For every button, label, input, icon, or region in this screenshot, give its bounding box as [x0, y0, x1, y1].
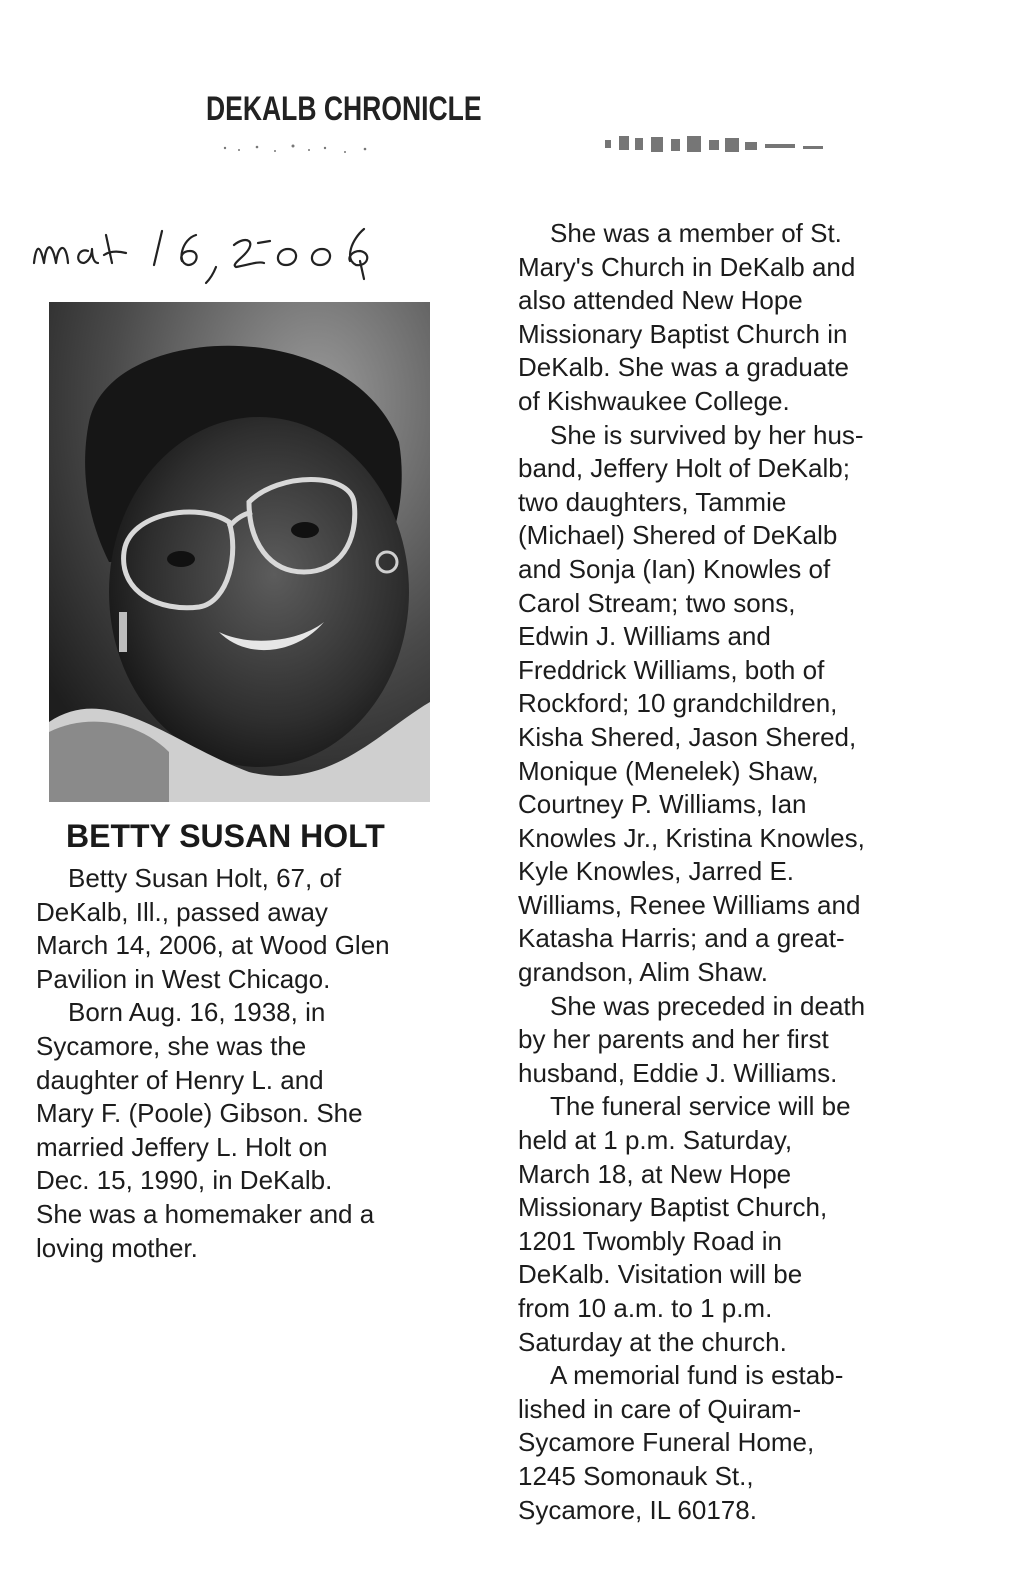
- text-line: Rockford; 10 grandchildren,: [518, 688, 838, 719]
- text-line: also attended New Hope: [518, 285, 803, 316]
- text-line: Carol Stream; two sons,: [518, 587, 796, 618]
- text-line: A memorial fund is estab-: [550, 1360, 844, 1391]
- print-smudge: [575, 128, 865, 168]
- text-line: Kisha Shered, Jason Shered,: [518, 721, 857, 752]
- obituary-right-column: [518, 217, 938, 1527]
- text-line: husband, Eddie J. Williams.: [518, 1057, 838, 1088]
- portrait-photo: [49, 302, 430, 802]
- text-line: 1201 Twombly Road in: [518, 1225, 783, 1256]
- text-line: The funeral service will be: [550, 1091, 851, 1122]
- newspaper-masthead: DEKALB CHRONICLE: [206, 90, 482, 128]
- text-line: Courtney P. Williams, Ian: [518, 789, 807, 820]
- obituary-left-column: [36, 862, 436, 1265]
- text-line: band, Jeffery Holt of DeKalb;: [518, 453, 850, 484]
- text-line: Mary's Church in DeKalb and: [518, 251, 856, 282]
- text-line: March 18, at New Hope: [518, 1158, 792, 1189]
- portrait-image: [49, 302, 430, 802]
- text-line: DeKalb. Visitation will be: [518, 1259, 803, 1290]
- text-line: grandson, Alim Shaw.: [518, 957, 769, 988]
- obituary-name-heading: BETTY SUSAN HOLT: [66, 818, 385, 854]
- text-line: Sycamore, IL 60178.: [518, 1494, 757, 1525]
- text-line: Saturday at the church.: [518, 1326, 787, 1357]
- text-line: Born Aug. 16, 1938, in: [68, 997, 326, 1028]
- text-line: She was a member of St.: [550, 218, 842, 248]
- text-line: DeKalb, Ill., passed away: [36, 896, 328, 927]
- text-line: Williams, Renee Williams and: [518, 889, 861, 920]
- text-line: of Kishwaukee College.: [518, 385, 790, 416]
- text-line: Missionary Baptist Church in: [518, 318, 848, 349]
- text-line: lished in care of Quiram-: [518, 1393, 802, 1424]
- text-line: and Sonja (Ian) Knowles of: [518, 553, 831, 584]
- text-line: (Michael) Shered of DeKalb: [518, 520, 838, 551]
- print-smudge: [205, 138, 395, 160]
- text-line: DeKalb. She was a graduate: [518, 352, 849, 383]
- text-line: Kyle Knowles, Jarred E.: [518, 856, 795, 887]
- text-line: 1245 Somonauk St.,: [518, 1460, 754, 1491]
- text-line: Sycamore Funeral Home,: [518, 1427, 815, 1458]
- text-line: She was preceded in death: [550, 990, 866, 1021]
- text-line: Knowles Jr., Kristina Knowles,: [518, 822, 865, 853]
- text-line: Sycamore, she was the: [36, 1030, 307, 1061]
- text-line: Freddrick Williams, both of: [518, 654, 825, 685]
- handwritten-date: [26, 205, 386, 295]
- text-line: by her parents and her first: [518, 1024, 829, 1055]
- text-line: She is survived by her hus-: [550, 419, 864, 450]
- text-line: Edwin J. Williams and: [518, 621, 771, 652]
- text-line: Monique (Menelek) Shaw,: [518, 755, 819, 786]
- text-line: Pavilion in West Chicago.: [36, 963, 331, 994]
- text-line: March 14, 2006, at Wood Glen: [36, 930, 390, 961]
- text-line: Katasha Harris; and a great-: [518, 923, 845, 954]
- text-line: from 10 a.m. to 1 p.m.: [518, 1293, 773, 1323]
- text-line: Dec. 15, 1990, in DeKalb.: [36, 1165, 333, 1196]
- text-line: two daughters, Tammie: [518, 486, 787, 517]
- text-line: She was a homemaker and a: [36, 1198, 375, 1229]
- text-line: Mary F. (Poole) Gibson. She: [36, 1098, 363, 1129]
- text-line: daughter of Henry L. and: [36, 1064, 324, 1095]
- text-line: married Jeffery L. Holt on: [36, 1131, 328, 1162]
- text-line: held at 1 p.m. Saturday,: [518, 1125, 793, 1156]
- text-line: loving mother.: [36, 1232, 198, 1263]
- text-line: Missionary Baptist Church,: [518, 1192, 828, 1223]
- text-line: Betty Susan Holt, 67, of: [68, 863, 342, 893]
